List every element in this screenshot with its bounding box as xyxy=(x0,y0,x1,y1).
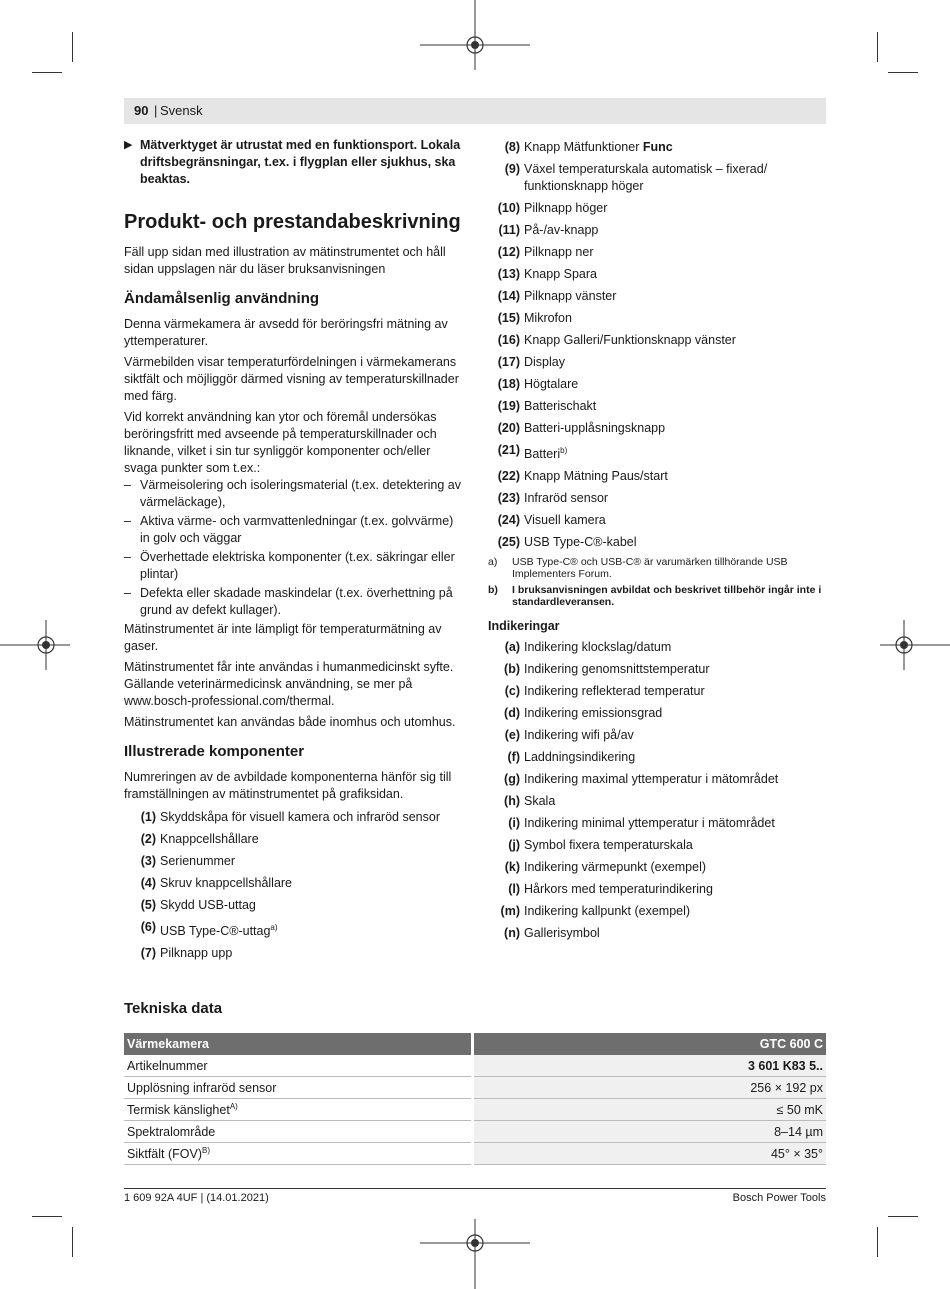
list-item: – Överhettade elektriska komponenter (t.ex. säkringar eller plintar) xyxy=(124,550,455,581)
crop-mark xyxy=(32,72,62,73)
use-list xyxy=(124,477,464,619)
list-item: (21) Batteri$^{b)}$ xyxy=(497,443,568,462)
list-item: (f) Laddningsindikering xyxy=(507,750,636,765)
list-item: (l) Hårkors med temperaturindikering xyxy=(508,882,713,897)
paragraph: Värmebilden visar temperaturfördelningen i värmekamerans siktfält och möjliggör därmed visning av temperaturskillnader med färg. xyxy=(124,355,459,403)
list-item: (11) På-/av-knapp xyxy=(498,223,599,237)
list-item: (k) Indikering värmepunkt (exempel) xyxy=(504,860,707,875)
page-number: 90 xyxy=(134,103,149,118)
list-item: (14) Pilknapp vänster xyxy=(497,289,617,303)
table-row: Artikelnummer 3 601 K83 5.. xyxy=(124,1055,826,1077)
list-item: (n) Gallerisymbol xyxy=(504,926,600,941)
left-column xyxy=(124,137,464,967)
table-header-value: GTC 600 C xyxy=(473,1033,827,1055)
footer-rule xyxy=(124,1188,826,1189)
list-item: – Aktiva värme- och varmvattenledningar (t.ex. golvvärme) in golv och väggar xyxy=(124,514,454,545)
section-title: Produkt- och prestandabeskrivning xyxy=(124,211,461,233)
tech-data-title: Tekniska data xyxy=(124,1000,223,1017)
crop-mark xyxy=(877,1227,878,1257)
list-item: (h) Skala xyxy=(504,794,556,809)
crop-mark xyxy=(888,1216,918,1217)
tech-data-table xyxy=(124,1033,826,1165)
heading-intended-use: Ändamålsenlig användning xyxy=(124,290,320,307)
list-item: (13) Knapp Spara xyxy=(497,267,597,281)
list-item: (e) Indikering wifi på/av xyxy=(504,728,634,743)
paragraph: Mätinstrumentet är inte lämpligt för temperaturmätning av gaser. xyxy=(124,622,442,653)
footer-brand: Bosch Power Tools xyxy=(732,1192,826,1204)
list-item: (23) Infraröd sensor xyxy=(497,491,609,506)
footnote-b: b) I bruksanvisningen avbildat och beskrivet tillbehör ingår inte i standardleveransen. xyxy=(488,584,822,609)
list-item: – Värmeisolering och isoleringsmaterial (t.ex. detektering av värmeläckage), xyxy=(124,478,461,509)
intro-text: Fäll upp sidan med illustration av mätinstrumentet och håll sidan uppslagen när du läser bruksanvisningen xyxy=(124,245,446,276)
warning-note: ▶ Mätverktyget är utrustat med en funktionsport. Lokala driftsbegränsningar, t.ex. i flygplan eller sjukhus, ska beaktas. xyxy=(124,138,461,186)
list-item: (g) Indikering maximal yttemperatur i mätområdet xyxy=(504,772,779,787)
table-row: Termisk känslighet$^{A)}$ ≤ 50 mK xyxy=(124,1099,826,1121)
heading-components: Illustrerade komponenter xyxy=(124,743,305,760)
list-item: (7) Pilknapp upp xyxy=(140,946,233,961)
list-item: (17) Display xyxy=(497,355,565,369)
component-list-right xyxy=(488,139,826,551)
paragraph: Mätinstrumentet kan användas både inomhus och utomhus. xyxy=(124,715,456,729)
footer-doc-number: 1 609 92A 4UF | (14.01.2021) xyxy=(124,1192,269,1204)
list-item: (8) Knapp Mätfunktioner Func xyxy=(504,140,673,154)
list-item: (c) Indikering reflekterad temperatur xyxy=(504,684,705,699)
list-item: (25) USB Type-C®-kabel xyxy=(497,535,637,550)
paragraph: Vid korrekt användning kan ytor och föremål undersökas beröringsfritt med avseende på temperaturskillnader och liknande, vilket i sin tur synliggör komponenter och/eller svaga punkter som t.ex.: xyxy=(124,410,437,475)
list-item: (19) Batterischakt xyxy=(497,399,597,413)
list-item: (20) Batteri-upplåsningsknapp xyxy=(497,421,666,435)
crop-mark xyxy=(877,32,878,62)
right-column xyxy=(488,139,826,947)
list-item: (15) Mikrofon xyxy=(497,311,572,325)
heading-indicators: Indikeringar xyxy=(488,619,560,634)
crop-mark xyxy=(72,32,73,62)
table-row: Upplösning infraröd sensor 256 × 192 px xyxy=(124,1077,826,1099)
table-header-label: Värmekamera xyxy=(124,1033,473,1055)
list-item: (9) Växel temperaturskala automatisk – fixerad/ funktionsknapp höger xyxy=(504,162,768,193)
header-separator: | xyxy=(154,103,158,118)
registration-mark-right xyxy=(880,620,950,670)
registration-mark-left xyxy=(0,620,70,670)
list-item: (5) Skydd USB-uttag xyxy=(140,898,256,912)
list-item: (18) Högtalare xyxy=(497,377,579,391)
list-item: (m) Indikering kallpunkt (exempel) xyxy=(500,904,691,919)
table-header-row xyxy=(124,1033,826,1055)
table-row: Spektralområde 8–14 µm xyxy=(124,1121,826,1143)
list-item: (16) Knapp Galleri/Funktionsknapp vänster xyxy=(497,333,736,347)
header-language: Svensk xyxy=(160,103,203,118)
list-item: (d) Indikering emissionsgrad xyxy=(504,706,663,721)
list-item: (4) Skruv knappcellshållare xyxy=(140,876,293,890)
registration-mark-bottom xyxy=(420,1219,530,1289)
list-item: (j) Symbol fixera temperaturskala xyxy=(508,838,693,853)
list-item: – Defekta eller skadade maskindelar (t.ex. överhettning på grund av defekt kullager). xyxy=(124,586,453,617)
component-list-left xyxy=(124,809,464,962)
list-item: (1) Skyddskåpa för visuell kamera och infraröd sensor xyxy=(140,810,440,824)
list-item: (2) Knappcellshållare xyxy=(140,832,259,846)
list-item: (i) Indikering minimal yttemperatur i mätområdet xyxy=(508,816,775,831)
indicator-list xyxy=(488,639,826,942)
crop-mark xyxy=(72,1227,73,1257)
list-item: (22) Knapp Mätning Paus/start xyxy=(497,469,668,484)
list-item: (24) Visuell kamera xyxy=(497,513,606,528)
paragraph: Mätinstrumentet får inte användas i humanmedicinskt syfte. Gällande veterinärmedicinsk användning, se mer på www.bosch-professional.com/thermal. xyxy=(124,660,454,708)
list-item: (a) Indikering klockslag/datum xyxy=(504,640,672,655)
paragraph: Denna värmekamera är avsedd för beröringsfri mätning av yttemperaturer. xyxy=(124,317,448,348)
list-item: (12) Pilknapp ner xyxy=(497,245,594,259)
paragraph: Numreringen av de avbildade komponenterna hänför sig till framställningen av mätinstrumentet på grafiksidan. xyxy=(124,770,452,801)
list-item: (10) Pilknapp höger xyxy=(497,201,608,215)
table-row: Siktfält (FOV)$^{B)}$ 45° × 35° xyxy=(124,1143,826,1165)
crop-mark xyxy=(888,72,918,73)
list-item: (3) Serienummer xyxy=(140,854,236,868)
footnote-a: a) USB Type-C® och USB-C® är varumärken tillhörande USB Implementers Forum. xyxy=(488,556,788,581)
list-item: (6) USB Type-C®-uttag$^{a)}$ xyxy=(140,920,278,939)
registration-mark-top xyxy=(420,0,530,70)
list-item: (b) Indikering genomsnittstemperatur xyxy=(504,662,710,677)
page-header xyxy=(124,98,826,124)
crop-mark xyxy=(32,1216,62,1217)
warning-triangle-icon: ▶ xyxy=(124,139,133,151)
